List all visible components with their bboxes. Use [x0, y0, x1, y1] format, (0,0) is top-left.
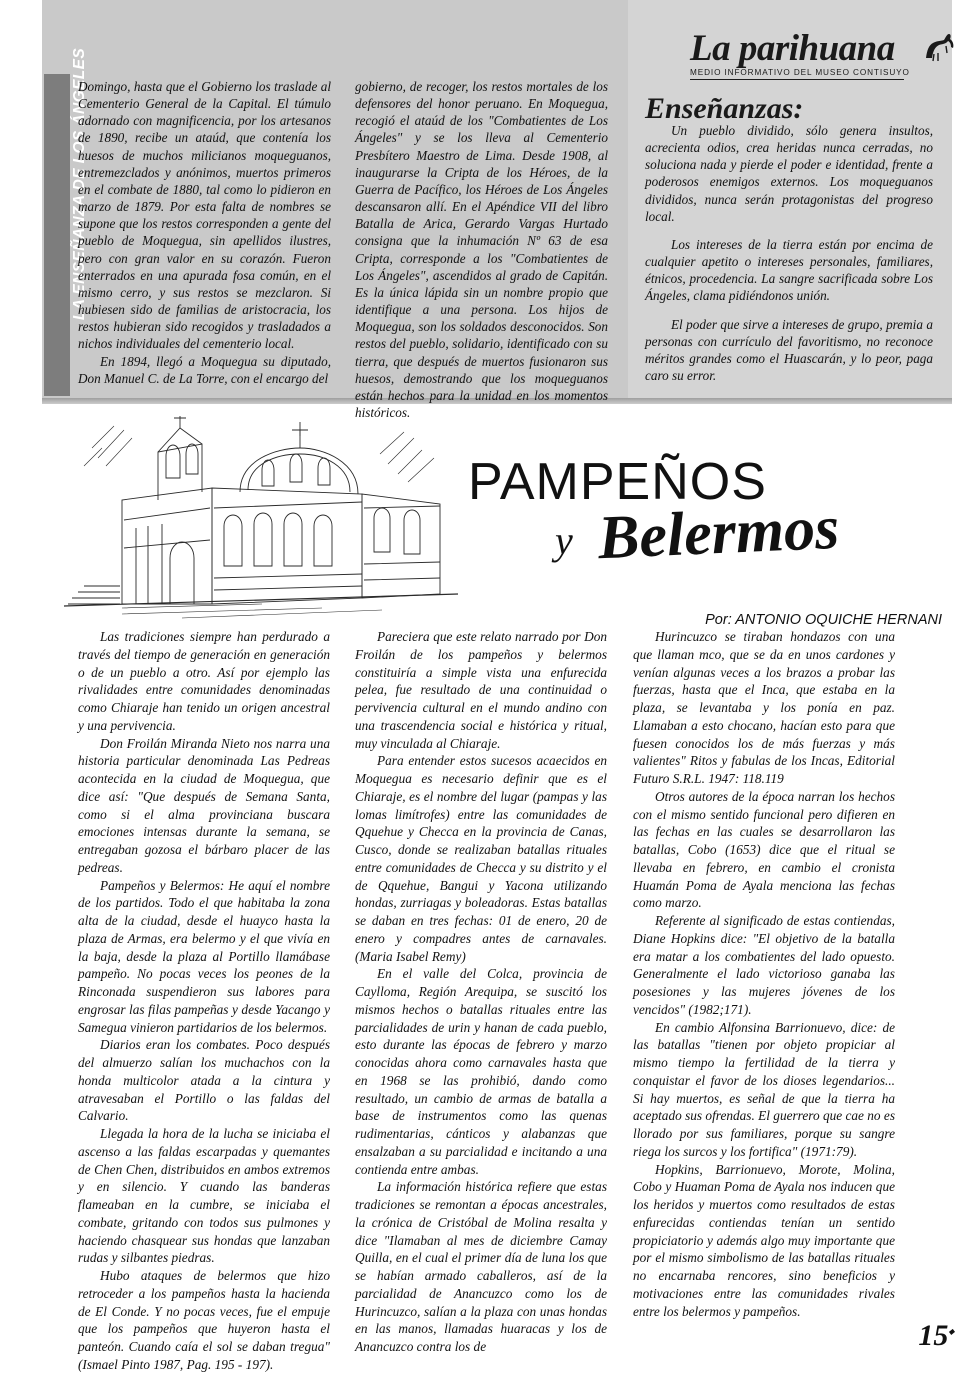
paragraph: Un pueblo dividido, sólo genera insultos, acrecienta odios, crea heridas nunca cerradas, no soluciona nada y pierde el poder e identidad, frente a poderosos enemigos externos. Los moqueguanos divididos, nunca serán protagonistas del progreso local. [645, 123, 933, 224]
masthead [690, 30, 952, 92]
article-title-line-2: Belermos [596, 493, 841, 573]
article-column-1 [78, 628, 330, 1374]
paragraph: En cambio Alfonsina Barrionuevo, dice: de las batallas "tienen por objeto propiciar al mismo tiempo la fertilidad de la tierra y conquistar el favor de los dioses legendarios... Si hay muertos, es señal de que la tierra ha aceptado sus ofrendas. El guerrero que cae no es llorado por sus familiares, porque su sangre riega los surcos y los fortifica" (1971:79). [633, 1019, 895, 1159]
page-number-value: 15 [918, 1319, 949, 1352]
article-title-line-1: PAMPEÑOS [468, 453, 767, 511]
running-head: LA ENSEÑANZA DE LOS ÁNGELES [71, 47, 88, 321]
paragraph: La información histórica refiere que estas tradiciones se remontan a épocas ancestrales, la crónica de Cristóbal de Molina resalta y dice "Ilamaban al mes de diciembre Camay Quilla, en el cual el primer día de luna los que se habían armado caballeros, así de la parcialidad de Anancuzco como los de Hurincuzco, salían a la plaza con unas hondas en las manos, llamadas huaracas y los de Anancuzco contra los de [355, 1179, 607, 1354]
page-number [918, 1319, 954, 1353]
paragraph: Pampeños y Belermos: He aquí el nombre de los partidos. Todo el que habitaba la zona alta de la ciudad, desde el huayco hasta la plaza de Armas, era belermo y el que vivía en la baja, desde la plaza al Portillo llamábase pampeño. No pocas veces los peones de la Rinconada suspendieron sus labores para engrosar las filas pampeñas y desde Yacango y Samegua vinieron partidarios de los belermos. [78, 877, 330, 1035]
paragraph: En 1894, llegó a Moquegua su diputado, Don Manuel C. de La Torre, con el encargo del [78, 353, 331, 386]
left-margin [0, 0, 42, 1371]
continuation-column-2 [355, 78, 608, 421]
paragraph: El poder que sirve a intereses de grupo, premia a personas con currículo del favoritismo, no reconoce méritos grandes como el Huascarán, y lo peor, paga caro su error. [645, 316, 933, 384]
paragraph: Hopkins, Barrionuevo, Morote, Molina, Cobo y Huaman Poma de Ayala nos inducen que los heridos y muertos como resultados de estas enfurecidas contiendas tenían un sentido propiciatorio y además algo muy importante que por el mismo simbolismo de las batallas rituales no encarnaba rencores, sino beneficios y motivaciones entre las comunidades rivales entre los belermos y pampeños. [633, 1161, 895, 1319]
continuation-column-3 [645, 122, 933, 395]
paragraph: Para entender estos sucesos acaecidos en Moquegua es necesario definir que es el Chiaraje, es el nombre del lugar (pampas y las lomas limítrofes) entre las comunidades de Qquehue y Checca en la provincia de Canas, Cusco, donde se realizaban batallas rituales entre comunidades de Checca y su distrito y el de Qquehue, Bangui y Yacona utilizando hondas, zurriagas y boleadoras. Estas batallas se daban en tres fechas: 01 de enero, 20 de enero y compadres antes de carnavales. (Maria Isabel Remy) [355, 753, 607, 964]
paragraph: En el valle del Colca, provincia de Caylloma, Región Arequipa, se suscitó los mismos hechos o batallas rituales entre las parcialidades de urin y hanan de cada pueblo, esto durante las épocas de febrero y marzo conocidas ahora como carnavales hasta que en 1968 se las prohibió, dando como resultado, un cambio de armas de batalla a base de instrumentos como las quenas rudimentarias, cánticos y alabanzas que ensalzaban a su parcialidad e incitando a una contienda entre ambas. [355, 966, 607, 1177]
continuation-column-1 [78, 78, 331, 387]
right-margin [952, 0, 980, 1371]
church-line-drawing-icon [62, 408, 462, 620]
masthead-subtitle: MEDIO INFORMATIVO DEL MUSEO CONTISUYO [690, 68, 910, 77]
paragraph: Pareciera que este relato narrado por Don Froilán de los pampeños y belermos constituiría a simple vista una enfurecida pelea, fue resultado de una continuidad o pervivencia cultural en el mundo andino con una trascendencia social e histórica y ritual, muy vinculada al Chiaraje. [355, 629, 607, 751]
article-column-2 [355, 628, 607, 1356]
paragraph: gobierno, de recoger, los restos mortales de los defensores del honor peruano. En Moquegua, recogió el ataúd de los "Combatientes de Los Ángeles" y se los lleva al Cementerio Presbítero Maestro de Lima. Desde 1908, al inaugurarse la Cripta de los Héroes, de la Guerra de Pacífico, los Héroes de Los Ángeles descansaron allí. En el Apéndice VII del libro Batalla de Arica, Gerardo Vargas Hurtado consigna que la inhumación Nº 63 de esa Cripta, corresponde a los "Combatientes de Los Ángeles", ascendidos al grado de Capitán. Es la única lápida sin un nombre propio que identifique a una persona. Los hijos de Moquegua, son los soldados desconocidos. Son restos del pueblo, solidario, identificado con su tierra, que después de muertos fusionaron sus huesos, demostrando que los moqueguanos están hechos para la unidad en los momentos históricos. [355, 79, 608, 420]
masthead-rule [690, 79, 904, 80]
article-column-3 [633, 628, 895, 1320]
masthead-title: La parihuana [690, 28, 895, 69]
paragraph: Las tradiciones siempre han perdurado a través del tiempo de generación en generación o de un pueblo a otro. Así por ejemplo las rivalidades entre comunidades denominadas como Chiaraje han tenido un origen ancestral y una pervivencia. [78, 629, 330, 733]
running-head-bar [44, 74, 70, 396]
paragraph: Llegada la hora de la lucha se iniciaba el ascenso a las faldas escarpadas y quemantes de Chen Chen, distribuidos en ambos extremos y en silencio. Y cuando las banderas flameaban en la cumbre, se iniciaba el combate, gritando con todos sus pulmones y haciendo chasquear sus hondas que lanzaban rudas y silbantes piedras. [78, 1126, 330, 1266]
folio-ornament: ◆ [948, 1327, 954, 1336]
paragraph: Diarios eran los combates. Poco después del almuerzo salían los muchachos con la honda multicolor atada a la cintura y atravesaban el Portillo o las faldas del Calvario. [78, 1037, 330, 1124]
paragraph: Los intereses de la tierra están por encima de cualquier apetito o intereses personales, familiares, étnicos, procedencia. La sangre sacrificada sobre Los Ángeles, clama pidiéndonos unión. [645, 236, 933, 304]
article-title-conjunction: y [555, 518, 573, 563]
paragraph: Hubo ataques de belermos que hizo retroceder a los pampeños hasta la hacienda de El Conde. Y no pocas veces, fue el empuje que los pampeños que huyeron hasta el panteón. Cuando caía el sol se daban tregua" (Ismael Pinto 1987, Pag. 195 - 197). [78, 1268, 330, 1372]
paragraph: Referente al significado de estas contiendas, Diane Hopkins dice: "El objetivo de la batalla era matar a los combatientes del lado opuesto. Generalmente el lado victorioso ganaba las posesiones y las mujeres jóvenes de los vencidos" (1982;171). [633, 913, 895, 1017]
paragraph: Otros autores de la época narran los hechos con el mismo sentido funcional pero difieren en las fechas en las cuales se desarrollaron las batallas, Cobo (1653) dice que el ritual se llevaba en febrero, en cambio el cronista Huamán Poma de Ayala menciona las fechas como marzo. [633, 788, 895, 911]
section-heading: Enseñanzas: [645, 92, 804, 125]
article-byline: Por: ANTONIO OQUICHE HERNANI [705, 612, 942, 628]
llama-icon [922, 32, 956, 67]
paragraph: Hurincuzco se tiraban hondazos con una que llaman mco, que se da en unos cardones y venían algunas veces a los brazos a probar las fuerzas, hasta que el Inca, que estaba en la plaza, se levantaba y los ponía en paz. Llamaban a esto chocano, hacían esto para que fuesen conocidos los de más fuerzas y más valientes" Ritos y fabulas de los Incas, Editorial Futuro S.R.L. 1947: 118.119 [633, 629, 895, 786]
paragraph: Don Froilán Miranda Nieto nos narra una historia particular denominada Las Pedreas acontecida en la ciudad de Moquegua, que dice así: "Que después de Semana Santa, como si el alma provinciana buscara emociones intensas durante la semana, se entregaban gozosa el bárbaro placer de las pedreas. [78, 735, 330, 875]
paragraph: Domingo, hasta que el Gobierno los traslade al Cementerio General de la Capital. El túmulo adornado con magnificencia, por los artesanos de 1890, recibe un ataúd, que contenía los huesos de muchos milicianos moqueguanos, entremezclados y anónimos, muertos primeros en el combate de 1880, tal como lo pidieron en marzo de 1879. Por esta falta de nombres se supone que los restos corresponden a gente del pueblo de Moquegua, sin apellidos ilustres, pero con gran valor en su corazón. Fueron enterrados en una apurada fosa común, en el mismo cerro, y sus restos se mezclaron. Si hubiesen sido de familias de aristocracia, los restos hubieran sido recogidos y trasladados a nichos individuales del cementerio local. [78, 79, 331, 352]
